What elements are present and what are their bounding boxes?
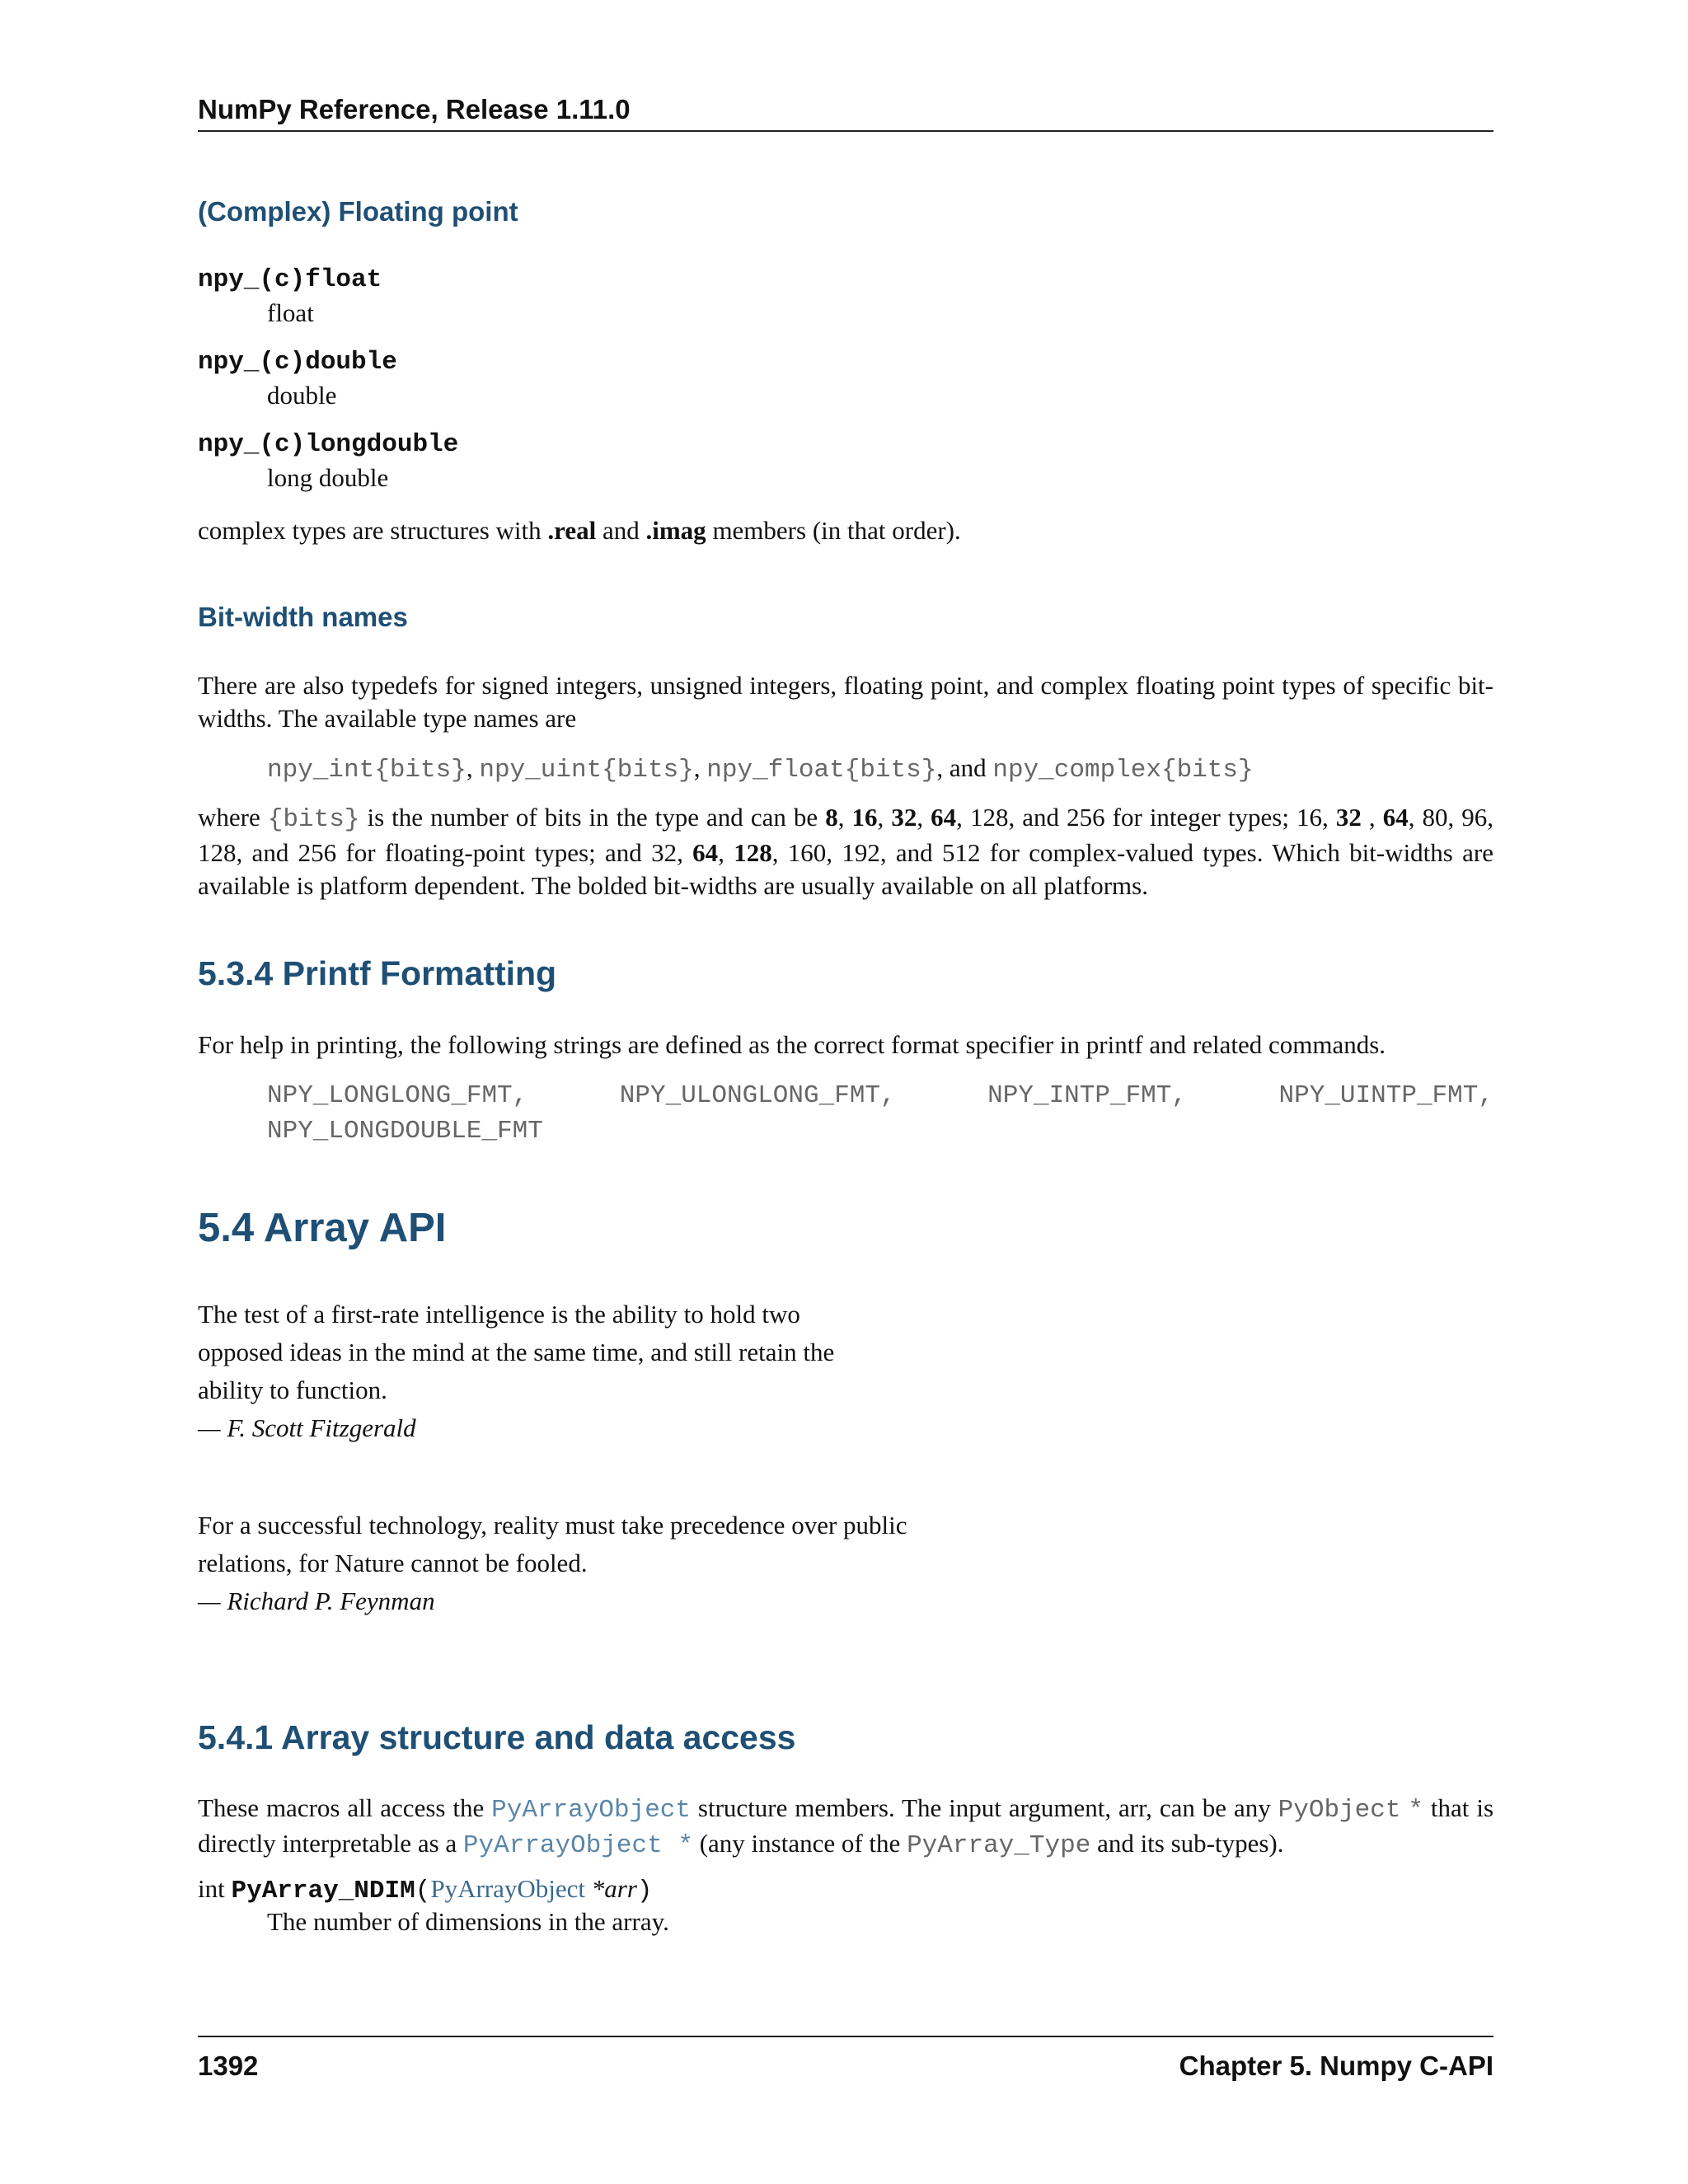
printf-intro: For help in printing, the following strings are defined as the correct format specifier in printf and related commands.: [198, 1030, 1386, 1059]
macro-longlong-fmt: NPY_LONGLONG_FMT,: [267, 1081, 528, 1110]
bitwidth-type-names: npy_int{bits}, npy_uint{bits}, npy_float{bits}, and npy_complex{bits}: [267, 753, 1254, 785]
quote-line: The test of a first-rate intelligence is the ability to hold two: [198, 1300, 800, 1329]
def-npy-cdouble: [198, 348, 1493, 422]
link-param-type[interactable]: PyArrayObject: [430, 1874, 586, 1903]
def-desc: long double: [267, 463, 389, 492]
link-pyarrayobject[interactable]: PyArrayObject: [491, 1796, 692, 1825]
quote-line: opposed ideas in the mind at the same time, and still retain the: [198, 1338, 835, 1366]
def-name: npy_(c)float: [198, 265, 382, 294]
heading-array-structure: 5.4.1 Array structure and data access: [198, 1718, 796, 1756]
bitwidth-intro: There are also typedefs for signed integers, unsigned integers, floating point, and complex floating point types of specific bit- widths. The available type names are: [198, 671, 1493, 733]
heading-complex-floating-point: (Complex) Floating point: [198, 196, 518, 227]
func-pyarray-ndim: [198, 1874, 1493, 1948]
document-page: [198, 91, 1493, 2085]
running-header: [198, 91, 1493, 132]
heading-printf-formatting: 5.3.4 Printf Formatting: [198, 954, 557, 992]
page-number: 1392: [198, 2050, 259, 2081]
macro-intp-fmt: NPY_INTP_FMT,: [987, 1081, 1187, 1110]
macro-longdouble-fmt: NPY_LONGDOUBLE_FMT: [267, 1117, 543, 1146]
def-desc: float: [267, 298, 314, 327]
def-npy-clongdouble: [198, 430, 1493, 504]
quote-author: — Richard P. Feynman: [198, 1586, 435, 1615]
macro-uintp-fmt: NPY_UINTP_FMT,: [1278, 1081, 1493, 1110]
def-name: npy_(c)longdouble: [198, 430, 459, 459]
epigraph-feynman: [198, 1507, 1493, 1620]
printf-macros: [267, 1080, 1493, 1148]
complex-types-note: complex types are structures with .real and .imag members (in that order).: [198, 516, 961, 545]
heading-array-api: 5.4 Array API: [198, 1206, 447, 1250]
def-npy-cfloat: [198, 265, 1493, 340]
func-desc: The number of dimensions in the array.: [267, 1907, 669, 1936]
quote-author: — F. Scott Fitzgerald: [198, 1413, 416, 1442]
chapter-title: Chapter 5. Numpy C-API: [1179, 2050, 1493, 2081]
link-pyarrayobject-ptr[interactable]: PyArrayObject *: [462, 1831, 693, 1860]
epigraph-fitzgerald: [198, 1296, 1493, 1447]
def-desc: double: [267, 381, 337, 410]
func-name: PyArray_NDIM: [231, 1877, 415, 1905]
array-struct-intro: These macros all access the PyArrayObject structure members. The input argument, arr, can be any PyObject * that is directly interpretable as a PyArrayObject * (any instance of the PyArray_Type and its sub-types).: [198, 1793, 1494, 1860]
quote-line: relations, for Nature cannot be fooled.: [198, 1549, 588, 1577]
bitwidth-description: where {bits} is the number of bits in the type and can be 8, 16, 32, 64, 128, and 256 for integer types; 16, 32 , 64, 80, 96, 128, and 256 for floating-point types; and 32, 64, 128, 160, 192, and 512 for complex-valued types. Which bit-widths are available is platform dependent. The bolded bit-widths are usually available on all platforms.: [198, 803, 1494, 900]
macro-ulonglong-fmt: NPY_ULONGLONG_FMT,: [619, 1081, 896, 1110]
running-footer: [198, 2036, 1493, 2087]
quote-line: For a successful technology, reality must take precedence over public: [198, 1511, 907, 1540]
heading-bit-width-names: Bit-width names: [198, 602, 408, 632]
header-title: NumPy Reference, Release 1.11.0: [198, 94, 631, 124]
printf-macro-row: [267, 1080, 1493, 1113]
quote-line: ability to function.: [198, 1376, 387, 1404]
def-name: npy_(c)double: [198, 348, 397, 377]
func-signature: int PyArray_NDIM(PyArrayObject *arr): [198, 1874, 653, 1905]
